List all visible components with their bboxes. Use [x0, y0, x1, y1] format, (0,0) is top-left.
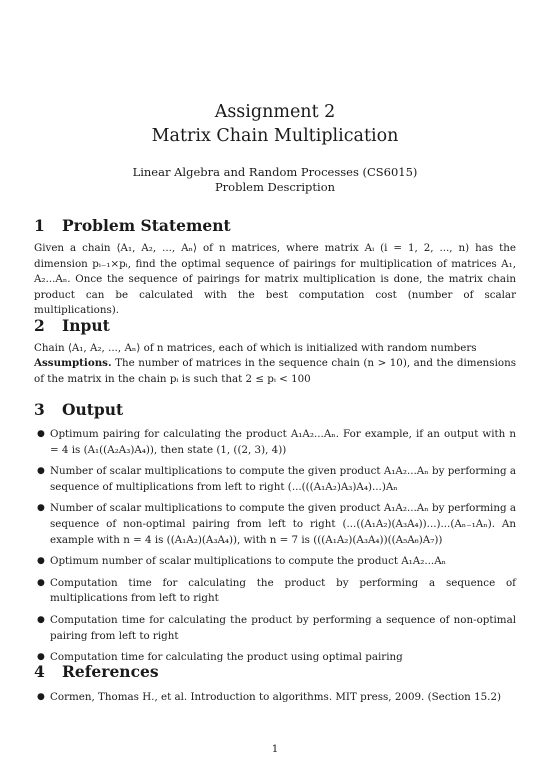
section-title: References	[62, 662, 159, 681]
assumptions-paragraph	[34, 356, 516, 387]
output-list	[34, 427, 516, 666]
document-subtitle: Problem Description	[214, 180, 336, 194]
assumptions-text: The number of matrices in the sequence chain (n > 10), and the dimensions of the matrix in the chain pᵢ is such that 2 ≤ pᵢ < 100	[34, 357, 516, 385]
course-name: Linear Algebra and Random Processes (CS6015)	[132, 165, 418, 179]
section-heading-input	[34, 316, 110, 335]
list-item: ● Computation time for calculating the product by performing a sequence of non-optimal pairing from left to right	[37, 613, 516, 642]
section-heading-references	[34, 662, 159, 681]
list-item: ● Number of scalar multiplications to compute the given product A₁A₂...Aₙ by performing a sequence of non-optimal pairing from left to right (...((A₁A₂)(A₃A₄))...)...(Aₙ₋₁Aₙ). An example with n = 4 is ((A₁A₂)(A₃A₄)), with n = 7 is (((A₁A₂)(A₃A₄))((A₅A₆)A₇))	[37, 502, 516, 546]
bullet-icon: ●	[37, 503, 45, 514]
section-number: 4	[34, 662, 45, 681]
section-title: Output	[62, 400, 124, 419]
list-item: ● Cormen, Thomas H., et al. Introduction to algorithms. MIT press, 2009. (Section 15.2)	[34, 690, 516, 706]
bullet-icon: ●	[37, 692, 45, 702]
assignment-title: Assignment 2	[214, 102, 336, 122]
section-number: 2	[34, 316, 45, 335]
list-item: ● Computation time for calculating the product using optimal pairing	[34, 650, 516, 666]
input-paragraph: Chain ⟨A₁, A₂, ..., Aₙ⟩ of n matrices, each of which is initialized with random numbers	[34, 342, 477, 354]
list-item: ● Optimum number of scalar multiplications to compute the product A₁A₂...Aₙ	[34, 554, 516, 570]
list-item: ● Computation time for calculating the product by performing a sequence of multiplications from left to right	[37, 576, 516, 605]
section-title: Input	[62, 316, 110, 335]
assignment-topic: Matrix Chain Multiplication	[151, 126, 399, 146]
section-heading-problem-statement	[34, 216, 231, 235]
page-number: 1	[271, 743, 279, 755]
list-item: ● Optimum pairing for calculating the product A₁A₂...Aₙ. For example, if an output with n = 4 is (A₁((A₂A₃)A₄)), then state (1, ((2, 3), 4))	[37, 428, 516, 456]
references-list	[34, 690, 516, 706]
assumptions-label: Assumptions.	[34, 357, 112, 369]
section-number: 3	[34, 400, 45, 419]
bullet-icon: ●	[37, 577, 45, 588]
bullet-icon: ●	[37, 429, 45, 439]
bullet-icon: ●	[37, 466, 45, 477]
list-item: ● Number of scalar multiplications to compute the given product A₁A₂...Aₙ by performing a sequence of multiplications from left to right (...(((A₁A₂)A₃)A₄)...)Aₙ	[37, 465, 516, 493]
problem-statement-paragraph: Given a chain ⟨A₁, A₂, ..., Aₙ⟩ of n matrices, where matrix Aᵢ (i = 1, 2, ..., n) has the dimension pᵢ₋₁×pᵢ, find the optimal sequence of pairings for multiplication of matrices A₁, A₂...Aₙ. Once the sequence of pairings for matrix multiplication is done, the matrix chain product can be calculated with the best computation cost (number of scalar multiplications).	[34, 242, 516, 317]
bullet-icon: ●	[37, 652, 45, 663]
bullet-icon: ●	[37, 614, 45, 625]
section-number: 1	[34, 216, 45, 235]
title-block	[0, 100, 550, 195]
bullet-icon: ●	[37, 556, 45, 567]
section-heading-output	[34, 400, 123, 419]
section-title: Problem Statement	[62, 216, 231, 235]
